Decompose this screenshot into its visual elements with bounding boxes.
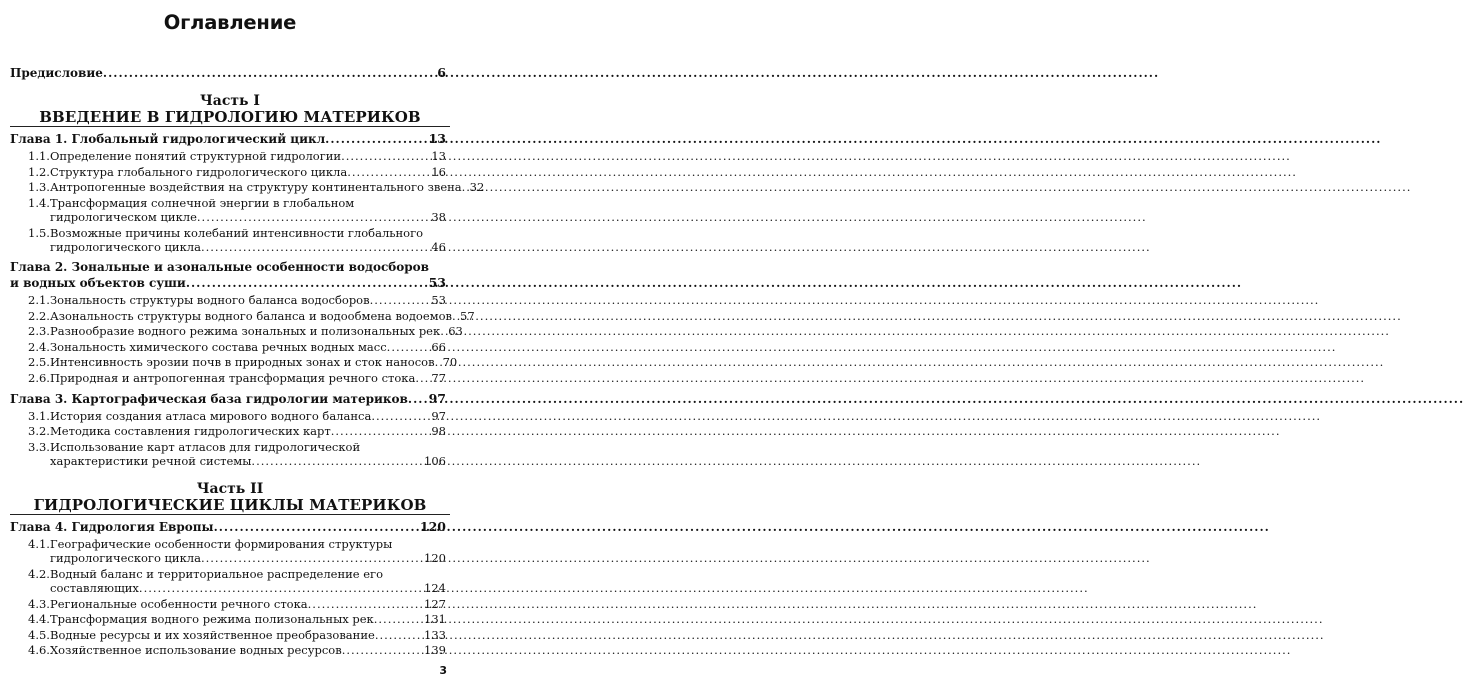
toc-section[interactable]: 1.1. Определение понятий структурной гидрологии ..... 13 — [28, 149, 446, 164]
part-1-number: Часть I — [200, 93, 260, 109]
toc-section-continuation[interactable]: гидрологического цикла ..... 46 — [50, 240, 446, 255]
toc-section[interactable]: 2.5. Интенсивность эрозии почв в природных зонах и сток наносов ..... 70 — [28, 355, 446, 370]
toc-section[interactable]: 2.3. Разнообразие водного режима зональных и полизональных рек ..... 63 — [28, 324, 446, 339]
part-2-rule — [10, 514, 450, 515]
toc-section[interactable]: 4.6. Хозяйственное использование водных ресурсов ..... 139 — [28, 643, 446, 658]
toc-section[interactable]: 1.3. Антропогенные воздействия на структуру континентального звена ..... 32 — [28, 180, 446, 195]
toc-section-continuation[interactable]: гидрологического цикла ..... 120 — [50, 551, 446, 566]
toc-chapter-2[interactable]: Глава 2. Зональные и азональные особенности водосборов — [10, 260, 430, 274]
toc-section[interactable]: 2.6. Природная и антропогенная трансформация речного стока ..... 77 — [28, 371, 446, 386]
toc-section[interactable]: 2.1. Зональность структуры водного баланса водосборов ..... 53 — [28, 293, 446, 308]
toc-section[interactable]: 4.2. Водный баланс и территориальное распределение его — [28, 567, 383, 581]
toc-section[interactable]: 1.2. Структура глобального гидрологического цикла ..... 16 — [28, 165, 446, 180]
leader-dots — [103, 66, 435, 81]
toc-section[interactable]: 4.4. Трансформация водного режима полизональных рек ..... 131 — [28, 612, 446, 627]
page-number: 3 — [439, 664, 447, 677]
toc-page — [0, 0, 485, 692]
toc-section[interactable]: 1.4. Трансформация солнечной энергии в глобальном — [28, 196, 355, 210]
toc-section[interactable]: 4.1. Географические особенности формирования структуры — [28, 537, 393, 551]
toc-section[interactable]: 1.5. Возможные причины колебаний интенсивности глобального — [28, 226, 424, 240]
toc-chapter-2-continuation[interactable]: и водных объектов суши ..... 53 — [10, 275, 446, 291]
toc-section[interactable]: 3.2. Методика составления гидрологических карт ..... 98 — [28, 424, 446, 439]
toc-chapter-1[interactable]: Глава 1. Глобальный гидрологический цикл ..... 13 — [10, 131, 446, 147]
toc-section-continuation[interactable]: гидрологическом цикле ..... 38 — [50, 210, 446, 225]
toc-section[interactable]: 4.3. Региональные особенности речного стока ..... 127 — [28, 597, 446, 612]
toc-section-continuation[interactable]: характеристики речной системы ..... 106 — [50, 454, 446, 469]
leader-dots — [325, 132, 426, 147]
toc-chapter-4[interactable]: Глава 4. Гидрология Европы ..... 120 — [10, 519, 446, 535]
part-2-title: ГИДРОЛОГИЧЕСКИЕ ЦИКЛЫ МАТЕРИКОВ — [33, 496, 427, 514]
toc-section[interactable]: 3.3. Использование карт атласов для гидрологической — [28, 440, 361, 454]
part-1-title: ВВЕДЕНИЕ В ГИДРОЛОГИЮ МАТЕРИКОВ — [39, 108, 421, 126]
toc-section[interactable]: 3.1. История создания атласа мирового водного баланса ..... 97 — [28, 409, 446, 424]
toc-chapter-3[interactable]: Глава 3. Картографическая база гидрологии материков ..... 97 — [10, 391, 446, 407]
part-2-number: Часть II — [196, 481, 264, 497]
page-heading: Оглавление — [163, 11, 297, 34]
toc-section[interactable]: 2.2. Азональность структуры водного баланса и водообмена водоемов ..... 57 — [28, 309, 446, 324]
toc-entry-preface[interactable]: Предисловие ..... 6 — [10, 65, 446, 81]
toc-section[interactable]: 2.4. Зональность химического состава речных водных масс ..... 66 — [28, 340, 446, 355]
toc-section-continuation[interactable]: составляющих ..... 124 — [50, 581, 446, 596]
part-1-rule — [10, 126, 450, 127]
toc-section[interactable]: 4.5. Водные ресурсы и их хозяйственное преобразование ..... 133 — [28, 628, 446, 643]
